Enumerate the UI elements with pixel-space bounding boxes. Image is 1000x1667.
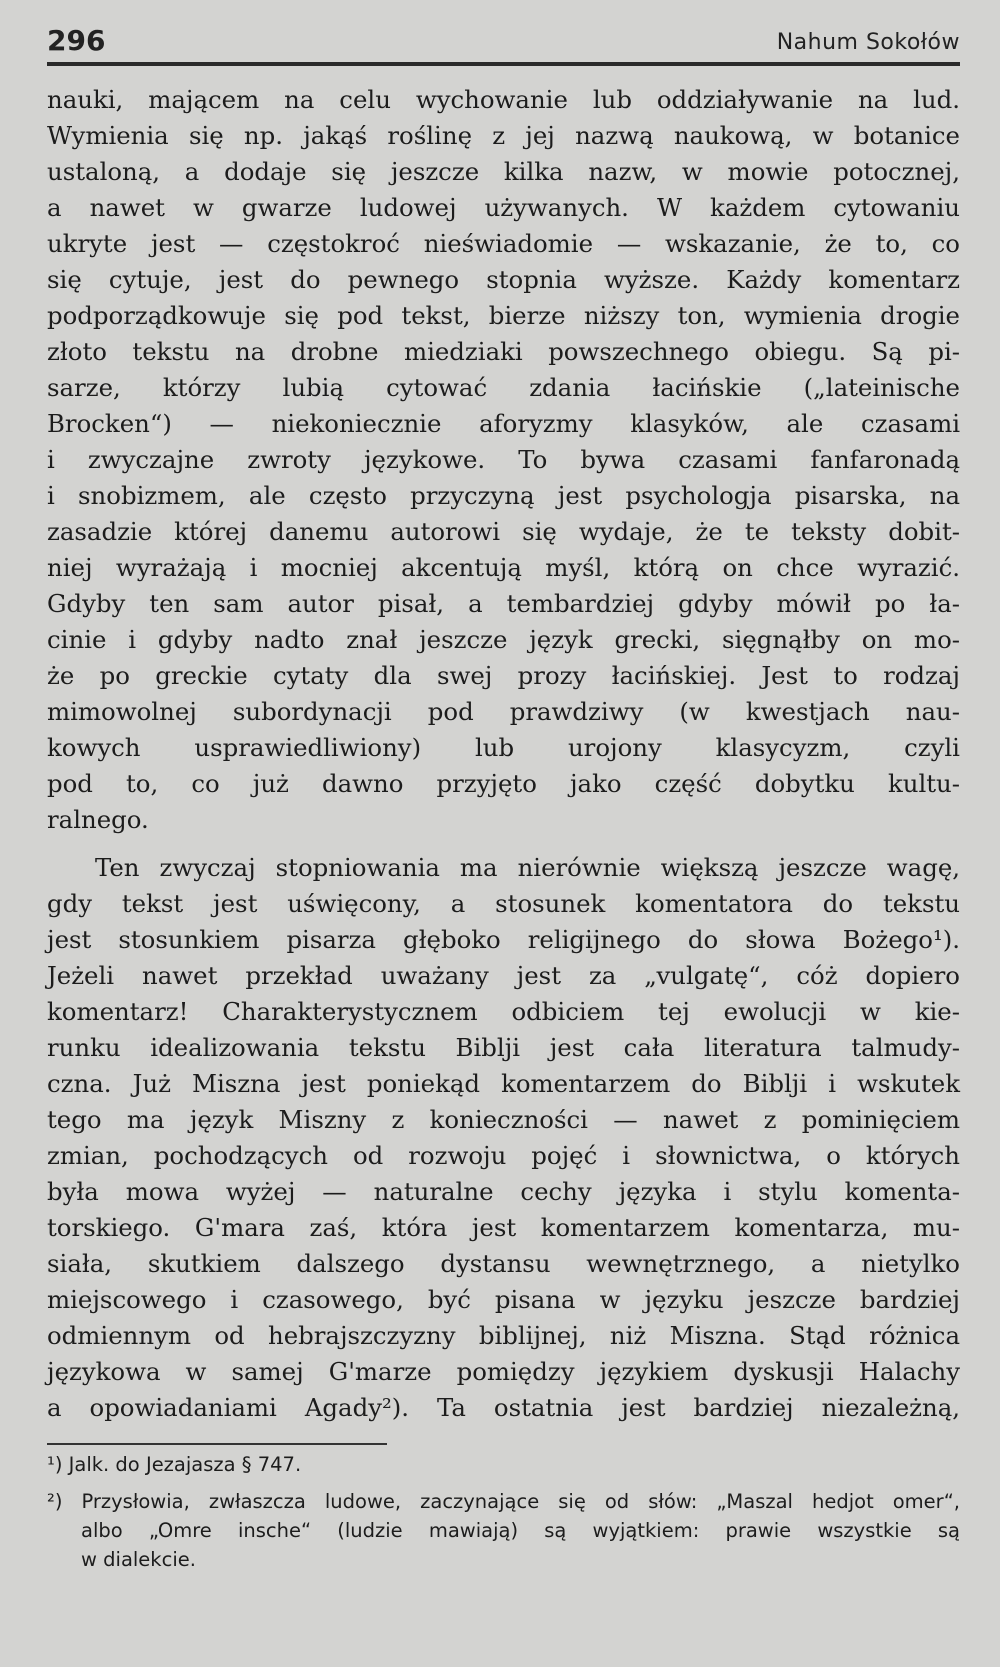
text-line: Jeżeli nawet przekład uważany jest za „vulgatę“, cóż dopiero (47, 961, 960, 990)
text-line: niej wyrażają i mocniej akcentują myśl, którą on chce wyrazić. (47, 553, 960, 582)
text-line: była mowa wyżej — naturalne cechy języka i stylu komenta- (47, 1177, 960, 1206)
text-line: tego ma język Miszny z konieczności — nawet z pominięciem (47, 1105, 960, 1134)
text-line: miejscowego i czasowego, być pisana w języku jeszcze bardziej (47, 1285, 960, 1314)
text-line: nauki, mającem na celu wychowanie lub oddziaływanie na lud. (47, 85, 960, 114)
text-line: jest stosunkiem pisarza głęboko religijnego do słowa Bożego¹). (47, 925, 960, 954)
text-line: pod to, co już dawno przyjęto jako część dobytku kultu- (47, 769, 960, 798)
footnotes (47, 1450, 960, 1574)
footnote-rule (47, 1443, 387, 1445)
footnote-gap (47, 1479, 960, 1487)
text-line: Wymienia się np. jakąś roślinę z jej nazwą naukową, w botanice (47, 121, 960, 150)
text-line: sarze, którzy lubią cytować zdania łacińskie („lateinische (47, 373, 960, 402)
text-line: torskiego. G'mara zaś, która jest komentarzem komentarza, mu- (47, 1213, 960, 1242)
footnote-2-continuation: albo „Omre insche“ (ludzie mawiają) są wyjątkiem: prawie wszystkie są (81, 1519, 960, 1542)
text-line: językowa w samej G'marze pomiędzy językiem dyskusji Halachy (47, 1357, 960, 1386)
text-line: Gdyby ten sam autor pisał, a tembardziej gdyby mówił po ła- (47, 589, 960, 618)
text-line: kowych usprawiedliwiony) lub urojony klasycyzm, czyli (47, 733, 960, 762)
text-line: zasadzie której danemu autorowi się wydaje, że te teksty dobit- (47, 517, 960, 546)
text-line: i snobizmem, ale często przyczyną jest psychologja pisarska, na (47, 481, 960, 510)
text-line: Brocken“) — niekoniecznie aforyzmy klasyków, ale czasami (47, 409, 960, 438)
text-line: że po greckie cytaty dla swej prozy łacińskiej. Jest to rodzaj (47, 661, 960, 690)
text-line: odmiennym od hebrajszczyzny biblijnej, niż Miszna. Stąd różnica (47, 1321, 960, 1350)
text-line: a opowiadaniami Agady²). Ta ostatnia jest bardziej niezależną, (47, 1393, 960, 1422)
text-line: mimowolnej subordynacji pod prawdziwy (w kwestjach nau- (47, 697, 960, 726)
text-line: a nawet w gwarze ludowej używanych. W każdem cytowaniu (47, 193, 960, 222)
paragraph-gap (47, 838, 960, 850)
text-line: runku idealizowania tekstu Biblji jest cała literatura talmudy- (47, 1033, 960, 1062)
text-line: komentarz! Charakterystycznem odbiciem tej ewolucji w kie- (47, 997, 960, 1026)
text-line: ukryte jest — częstokroć nieświadomie — wskazanie, że to, co (47, 229, 960, 258)
text-line: się cytuje, jest do pewnego stopnia wyższe. Każdy komentarz (47, 265, 960, 294)
footnote-1: ¹) Jalk. do Jezajasza § 747. (47, 1453, 302, 1476)
page-number: 296 (47, 24, 106, 57)
running-head-author: Nahum Sokołów (776, 30, 960, 55)
text-line: podporządkowuje się pod tekst, bierze niższy ton, wymienia drogie (47, 301, 960, 330)
body-text (47, 82, 960, 1426)
header-rule (47, 62, 960, 66)
running-head (47, 18, 960, 62)
text-line: Ten zwyczaj stopniowania ma nierównie większą jeszcze wagę, (95, 853, 960, 882)
text-line: gdy tekst jest uświęcony, a stosunek komentatora do tekstu (47, 889, 960, 918)
text-line: czna. Już Miszna jest poniekąd komentarzem do Biblji i wskutek (47, 1069, 960, 1098)
text-line: zmian, pochodzących od rozwoju pojęć i słownictwa, o których (47, 1141, 960, 1170)
footnote-2: ²) Przysłowia, zwłaszcza ludowe, zaczynające się od słów: „Maszal hedjot omer“, (47, 1490, 960, 1513)
text-line: złoto tekstu na drobne miedziaki powszechnego obiegu. Są pi- (47, 337, 960, 366)
text-line: i zwyczajne zwroty językowe. To bywa czasami fanfaronadą (47, 445, 960, 474)
text-line: ralnego. (47, 805, 149, 834)
text-line: siała, skutkiem dalszego dystansu wewnętrznego, a nietylko (47, 1249, 960, 1278)
text-line: cinie i gdyby nadto znał jeszcze język grecki, sięgnąłby on mo- (47, 625, 960, 654)
text-line: ustaloną, a dodaje się jeszcze kilka nazw, w mowie potocznej, (47, 157, 960, 186)
footnote-2-continuation: w dialekcie. (81, 1548, 196, 1571)
